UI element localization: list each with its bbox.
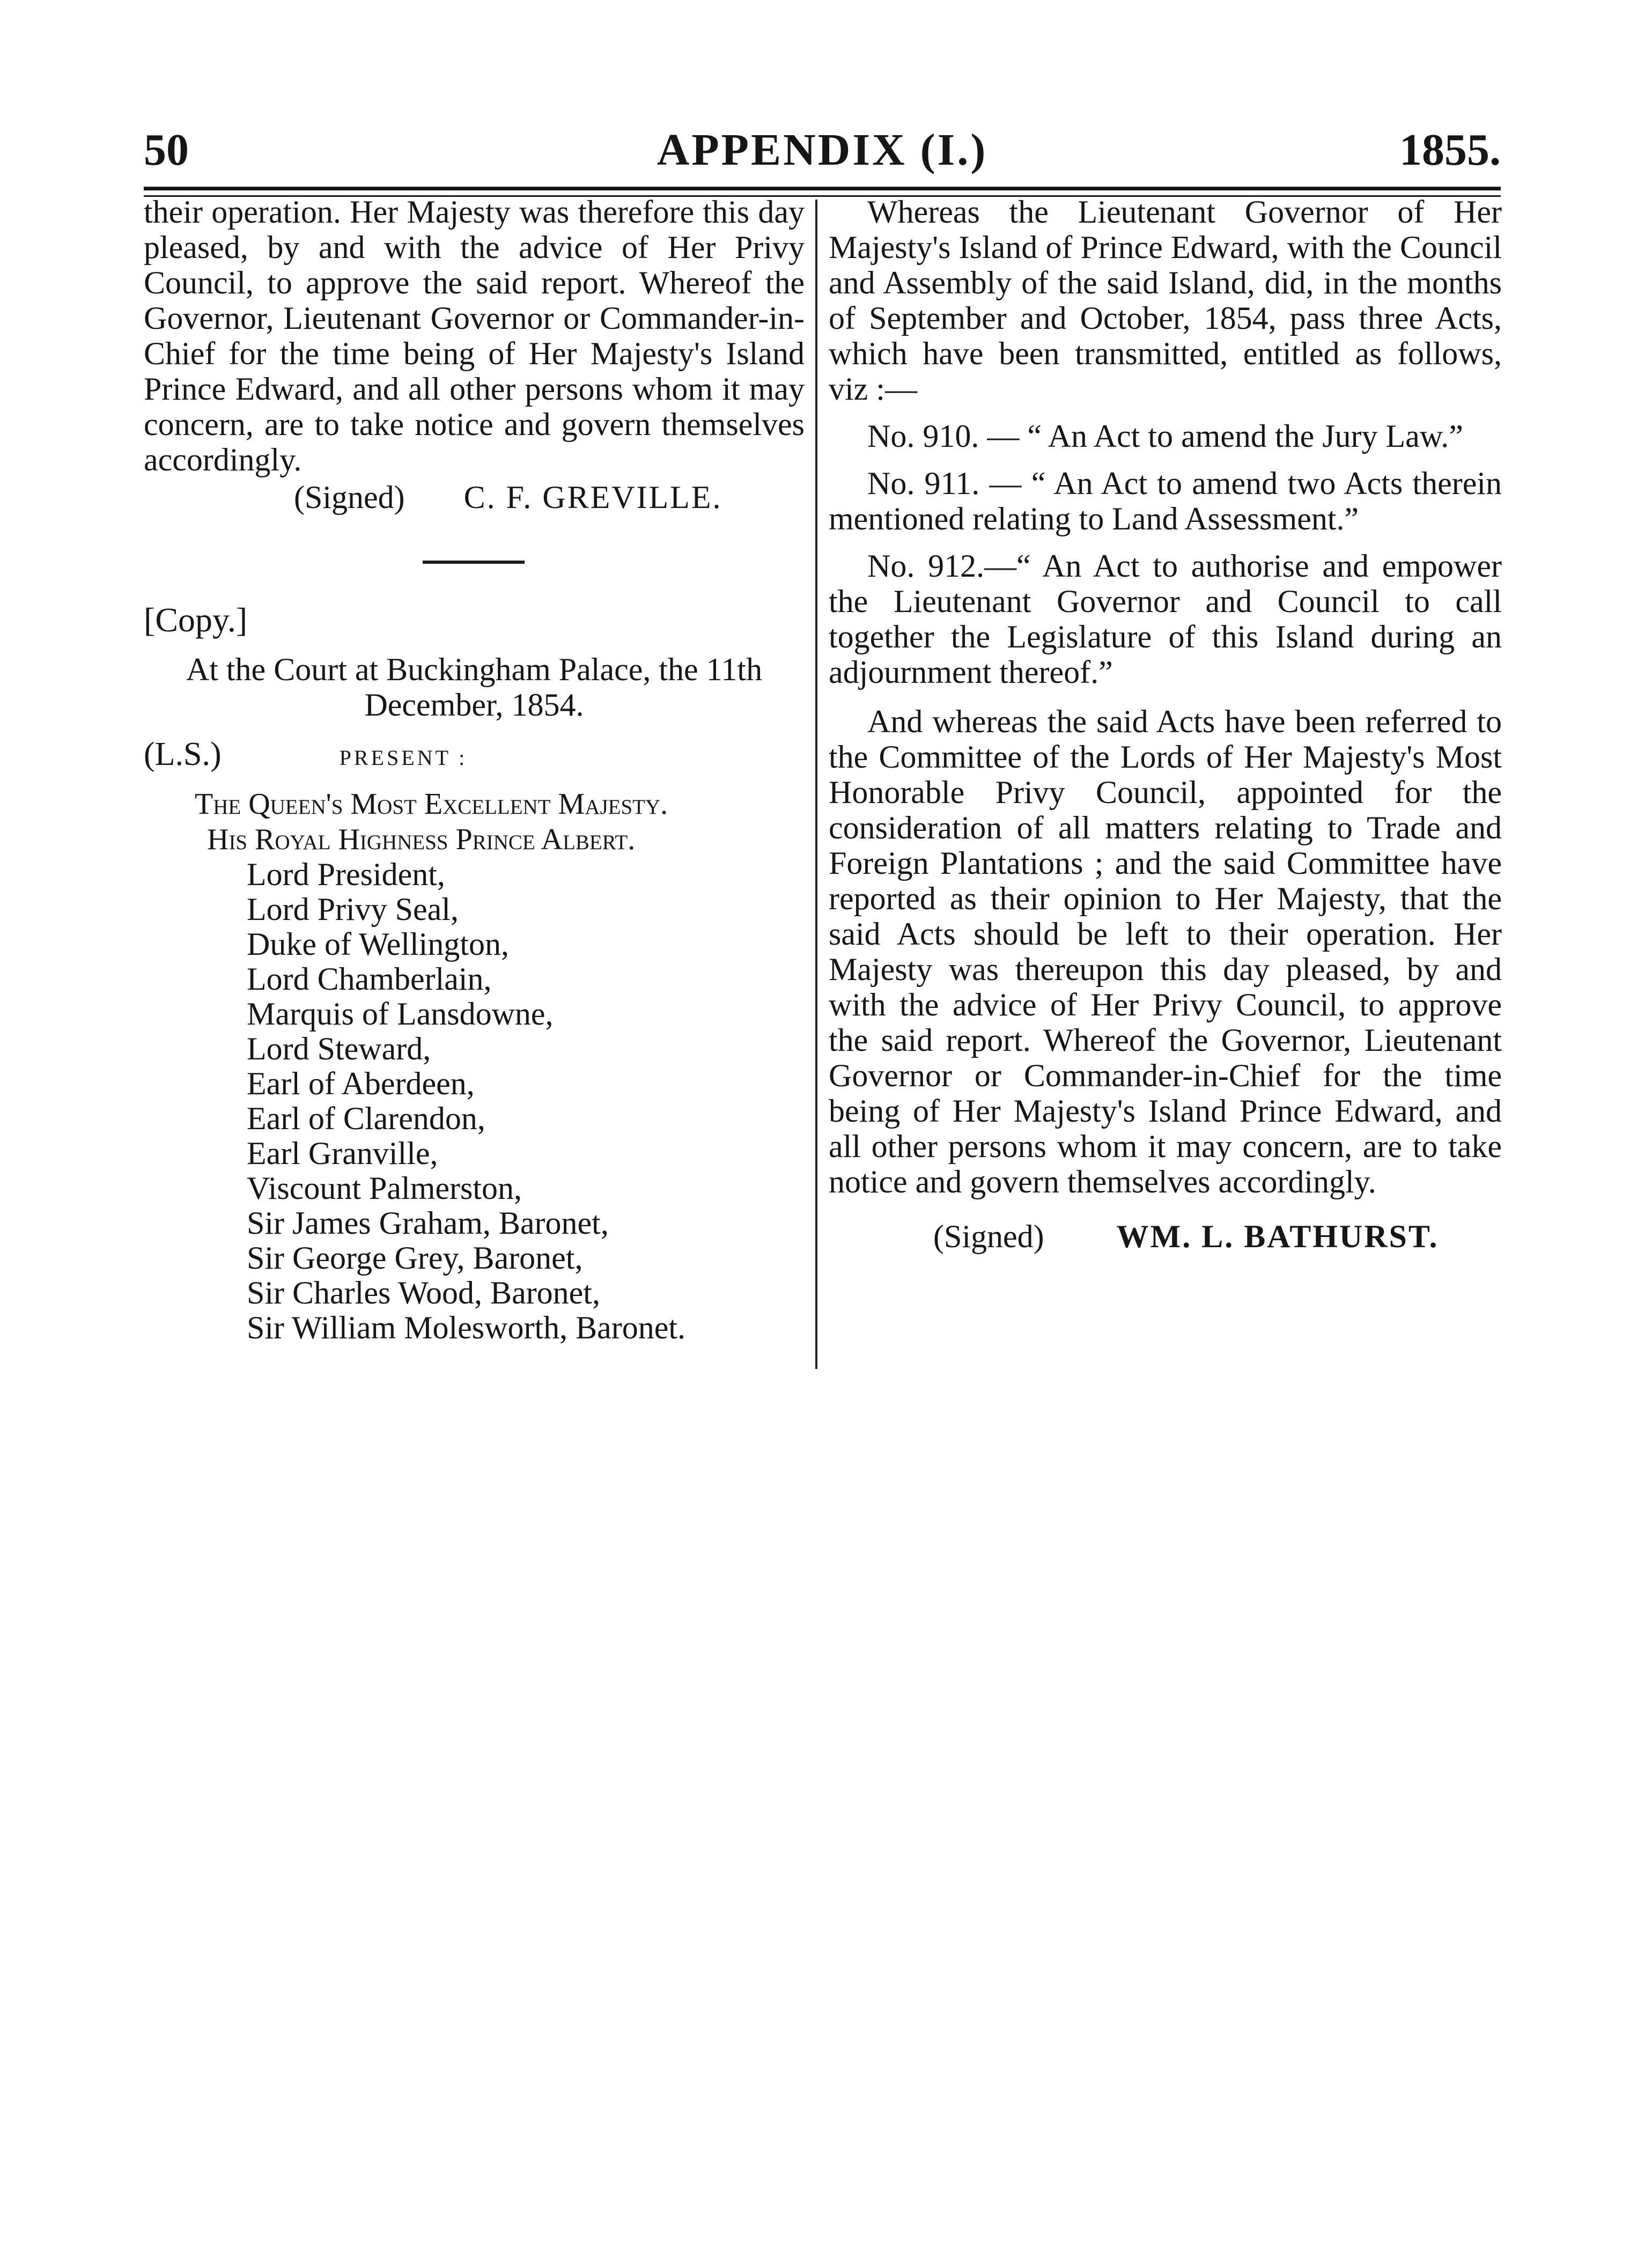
- council-member: Sir Charles Wood, Baronet,: [247, 1275, 600, 1310]
- act-910: No. 910. — “ An Act to amend the Jury Law.”: [867, 418, 1463, 454]
- act-912: No. 912.—“ An Act to authorise and empower the Lieutenant Governor and Council to call together the Legislature of this Island during an adjournment thereof.”: [829, 548, 1502, 690]
- council-member: Sir James Graham, Baronet,: [247, 1205, 609, 1241]
- signatory-name: C. F. GREVILLE.: [463, 480, 722, 515]
- council-member: Earl of Aberdeen,: [247, 1066, 475, 1101]
- referral-paragraph: And whereas the said Acts have been referred to the Committee of the Lords of Her Majesty's Most Honorable Privy Council, appointed for the consideration of all matters relating to Trade and Foreign Plantations ; and the said Committee have reported as their opinion to Her Majesty, that the said Acts should be left to their operation. Her Majesty was thereupon this day pleased, by and with the advice of Her Privy Council, to approve the said report. Whereof the Governor, Lieutenant Governor or Commander-in-Chief for the time being of Her Majesty's Island Prince Edward, and all other persons whom it may concern, are to take notice and govern themselves accordingly.: [829, 704, 1502, 1199]
- page-header: [144, 123, 1501, 182]
- council-member: Viscount Palmerston,: [247, 1170, 522, 1206]
- seal-present-row: [144, 737, 805, 776]
- council-member: Sir William Molesworth, Baronet.: [247, 1310, 686, 1345]
- council-members-list: [144, 857, 805, 1345]
- column-divider: [815, 200, 817, 1369]
- page-number: 50: [144, 125, 189, 175]
- council-member: Duke of Wellington,: [247, 926, 509, 962]
- header-rule-thick: [144, 187, 1501, 190]
- act-911: No. 911. — “ An Act to amend two Acts therein mentioned relating to Land Assessment.”: [829, 466, 1502, 536]
- court-heading-line1: At the Court at Buckingham Palace, the 11th: [186, 652, 763, 687]
- signed-label: (Signed): [294, 480, 405, 515]
- signatory-name: WM. L. BATHURST.: [1116, 1219, 1439, 1254]
- whereas-paragraph: Whereas the Lieutenant Governor of Her Majesty's Island of Prince Edward, with the Council and Assembly of the said Island, did, in the months of September and October, 1854, pass three Acts, which have been transmitted, entitled as follows, viz :—: [829, 194, 1502, 407]
- court-heading: [144, 652, 805, 723]
- section-separator: [423, 561, 525, 564]
- present-label: PRESENT :: [339, 746, 468, 770]
- council-member: Lord Privy Seal,: [247, 892, 459, 927]
- royal-queen: The Queen's Most Excellent Majesty.: [195, 787, 668, 821]
- seal-label: (L.S.): [144, 736, 222, 772]
- royal-prince: His Royal Highness Prince Albert.: [207, 823, 636, 856]
- left-continuation-paragraph: their operation. Her Majesty was therefore this day pleased, by and with the advice of Her Privy Council, to approve the said report. Whereof the Governor, Lieutenant Governor or Commander-in-Chief for the time being of Her Majesty's Island Prince Edward, and all other persons whom it may concern, are to take notice and govern themselves accordingly.: [144, 194, 805, 477]
- header-year: 1855.: [1399, 125, 1501, 175]
- signature-bathurst: [829, 1219, 1502, 1254]
- council-member: Sir George Grey, Baronet,: [247, 1240, 583, 1276]
- council-member: Earl Granville,: [247, 1136, 438, 1171]
- council-member: Lord Steward,: [247, 1031, 431, 1066]
- council-member: Marquis of Lansdowne,: [247, 996, 554, 1032]
- copy-label: [Copy.]: [144, 601, 248, 639]
- right-column: [829, 194, 1502, 1254]
- running-title: APPENDIX (I.): [657, 125, 988, 175]
- royal-attendees: [144, 786, 805, 857]
- council-member: Lord Chamberlain,: [247, 961, 492, 997]
- left-column: [144, 194, 805, 1345]
- court-heading-line2: December, 1854.: [364, 687, 584, 723]
- council-member: Earl of Clarendon,: [247, 1101, 485, 1136]
- council-member: Lord President,: [247, 857, 445, 892]
- signed-label: (Signed): [933, 1219, 1044, 1254]
- signature-greville: [144, 480, 805, 515]
